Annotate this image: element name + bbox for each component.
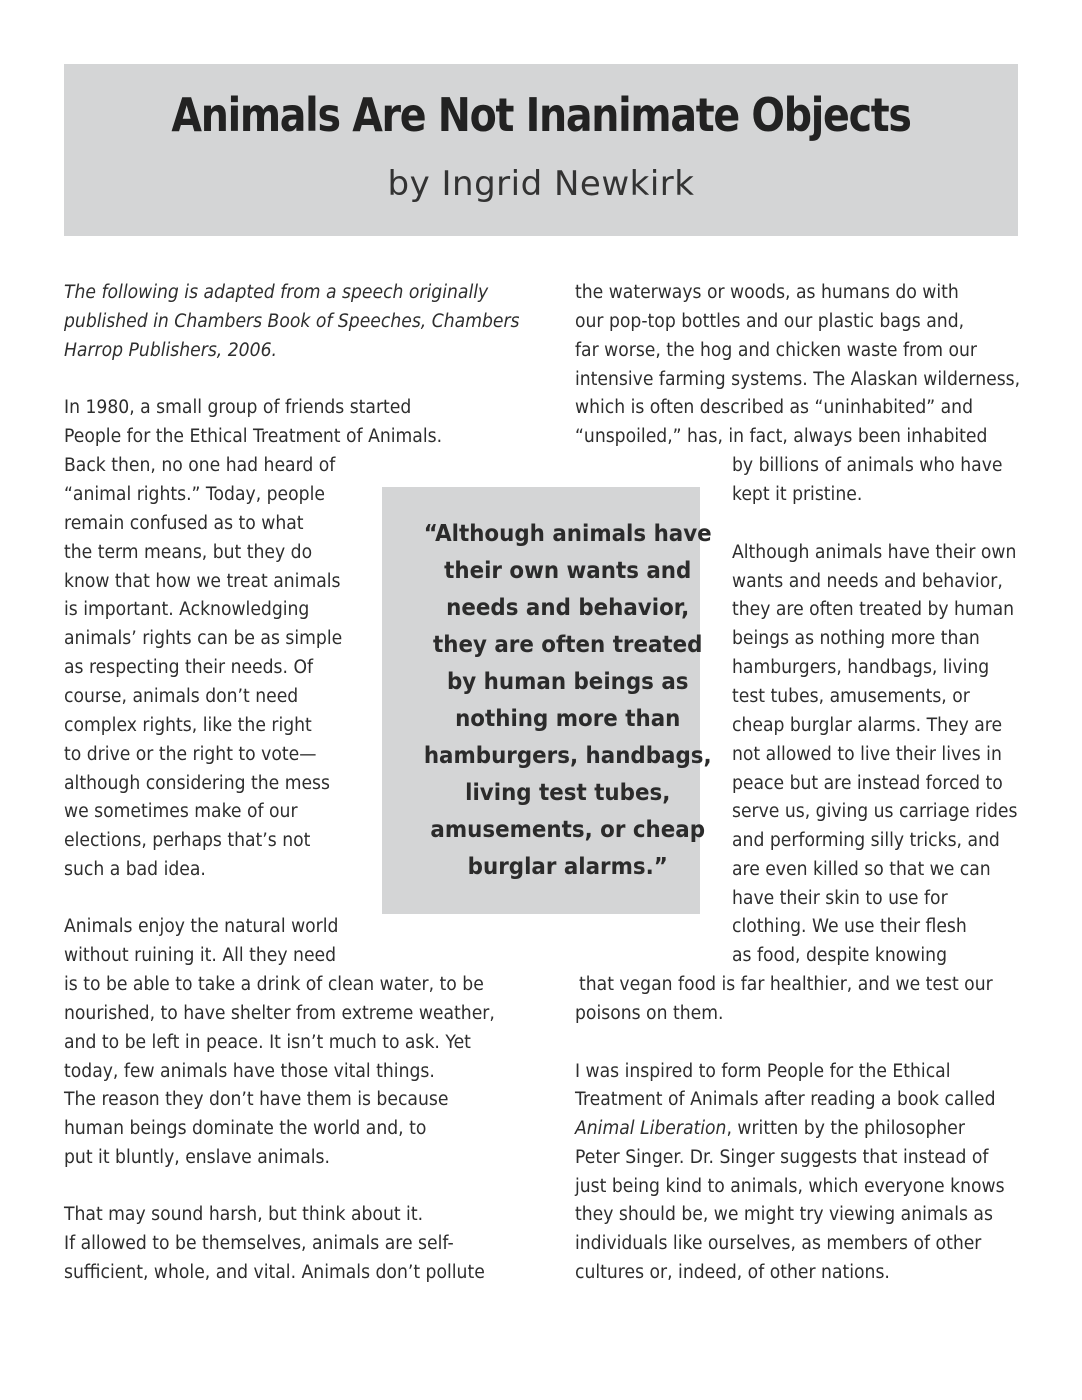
body-line: our pop-top bottles and our plastic bags and, [575, 311, 965, 332]
body-line: Treatment of Animals after reading a book called [575, 1089, 996, 1110]
body-line: put it bluntly, enslave animals. [64, 1147, 330, 1168]
intro-line: published in Chambers Book of Speeches, Chambers [64, 311, 520, 332]
body-line: complex rights, like the right [64, 715, 312, 736]
body-line: Animals enjoy the natural world [64, 916, 339, 937]
body-line: serve us, giving us carriage rides [732, 801, 1018, 822]
body-line: cultures or, indeed, of other nations. [575, 1262, 890, 1283]
body-line: which is often described as “uninhabited” and [575, 397, 974, 418]
body-line: beings as nothing more than [732, 628, 980, 649]
body-line: clothing. We use their flesh [732, 916, 967, 937]
body-line: is important. Acknowledging [64, 599, 310, 620]
body-line: they should be, we might try viewing animals as [575, 1204, 993, 1225]
body-line: just being kind to animals, which everyone knows [575, 1176, 1005, 1197]
book-title: Animal Liberation [575, 1118, 727, 1139]
body-line: remain confused as to what [64, 513, 304, 534]
body-line: is to be able to take a drink of clean water, to be [64, 974, 484, 995]
body-line: as respecting their needs. Of [64, 657, 314, 678]
body-line: wants and needs and behavior, [732, 571, 1003, 592]
intro-line: The following is adapted from a speech originally [64, 282, 489, 303]
body-line: the waterways or woods, as humans do with [575, 282, 959, 303]
body-line: that vegan food is far healthier, and we test our [579, 974, 993, 995]
intro-line: Harrop Publishers, 2006. [64, 340, 277, 361]
body-line: intensive farming systems. The Alaskan wilderness, [575, 369, 1021, 390]
body-line: In 1980, a small group of friends started [64, 397, 412, 418]
body-line: The reason they don’t have them is because [64, 1089, 449, 1110]
body-line: know that how we treat animals [64, 571, 341, 592]
body-line: and to be left in peace. It isn’t much to ask. Yet [64, 1032, 471, 1053]
pull-quote-line: their own wants and [444, 558, 692, 584]
pull-quote-line: hamburgers, handbags, [423, 743, 712, 769]
pull-quote-line: living test tubes, [465, 780, 671, 806]
body-line: That may sound harsh, but think about it. [64, 1204, 424, 1225]
body-line: poisons on them. [575, 1003, 724, 1024]
body-line: sufficient, whole, and vital. Animals don’t pollute [64, 1262, 485, 1283]
body-line: have their skin to use for [732, 888, 948, 909]
body-line: course, animals don’t need [64, 686, 299, 707]
pull-quote-line: nothing more than [455, 706, 681, 732]
body-line: nourished, to have shelter from extreme weather, [64, 1003, 495, 1024]
body-line: human beings dominate the world and, to [64, 1118, 427, 1139]
pull-quote-line: needs and behavior, [446, 595, 690, 621]
page-title: Animals Are Not Inanimate Objects [171, 88, 911, 142]
pull-quote-line: burglar alarms.” [467, 854, 668, 880]
body-line: far worse, the hog and chicken waste from our [575, 340, 977, 361]
pull-quote-line: amusements, or cheap [430, 817, 706, 843]
body-line: test tubes, amusements, or [732, 686, 970, 707]
body-line: today, few animals have those vital things. [64, 1061, 435, 1082]
body-line: peace but are instead forced to [732, 773, 1003, 794]
body-line: “animal rights.” Today, people [64, 484, 325, 505]
body-line: elections, perhaps that’s not [64, 830, 311, 851]
author-byline: by Ingrid Newkirk [387, 164, 695, 204]
pull-quote-line: “Although animals have [423, 521, 712, 547]
body-line [575, 1114, 965, 1143]
body-line: without ruining it. All they need [64, 945, 337, 966]
body-line: Although animals have their own [732, 542, 1017, 563]
body-line: People for the Ethical Treatment of Animals. [64, 426, 443, 447]
body-line: kept it pristine. [732, 484, 863, 505]
body-line: cheap burglar alarms. They are [732, 715, 1003, 736]
body-line: the term means, but they do [64, 542, 313, 563]
body-line: I was inspired to form People for the Ethical [575, 1061, 951, 1082]
body-line: they are often treated by human [732, 599, 1015, 620]
pull-quote-line: by human beings as [446, 669, 689, 695]
body-line: although considering the mess [64, 773, 330, 794]
body-line: not allowed to live their lives in [732, 744, 1002, 765]
pull-quote-line: they are often treated [433, 632, 703, 658]
body-line: such a bad idea. [64, 859, 206, 880]
body-line: hamburgers, handbags, living [732, 657, 990, 678]
body-line: Peter Singer. Dr. Singer suggests that instead of [575, 1147, 989, 1168]
body-line: we sometimes make of our [64, 801, 298, 822]
body-line: and performing silly tricks, and [732, 830, 1000, 851]
body-line: Back then, no one had heard of [64, 455, 336, 476]
body-line: individuals like ourselves, as members of other [575, 1233, 982, 1254]
body-text: , written by the philosopher [726, 1118, 965, 1139]
body-line: animals’ rights can be as simple [64, 628, 343, 649]
body-line: “unspoiled,” has, in fact, always been inhabited [575, 426, 988, 447]
body-line: by billions of animals who have [732, 455, 1003, 476]
body-line: to drive or the right to vote— [64, 744, 317, 765]
body-line: If allowed to be themselves, animals are self- [64, 1233, 454, 1254]
body-line: are even killed so that we can [732, 859, 991, 880]
body-line: as food, despite knowing [732, 945, 947, 966]
